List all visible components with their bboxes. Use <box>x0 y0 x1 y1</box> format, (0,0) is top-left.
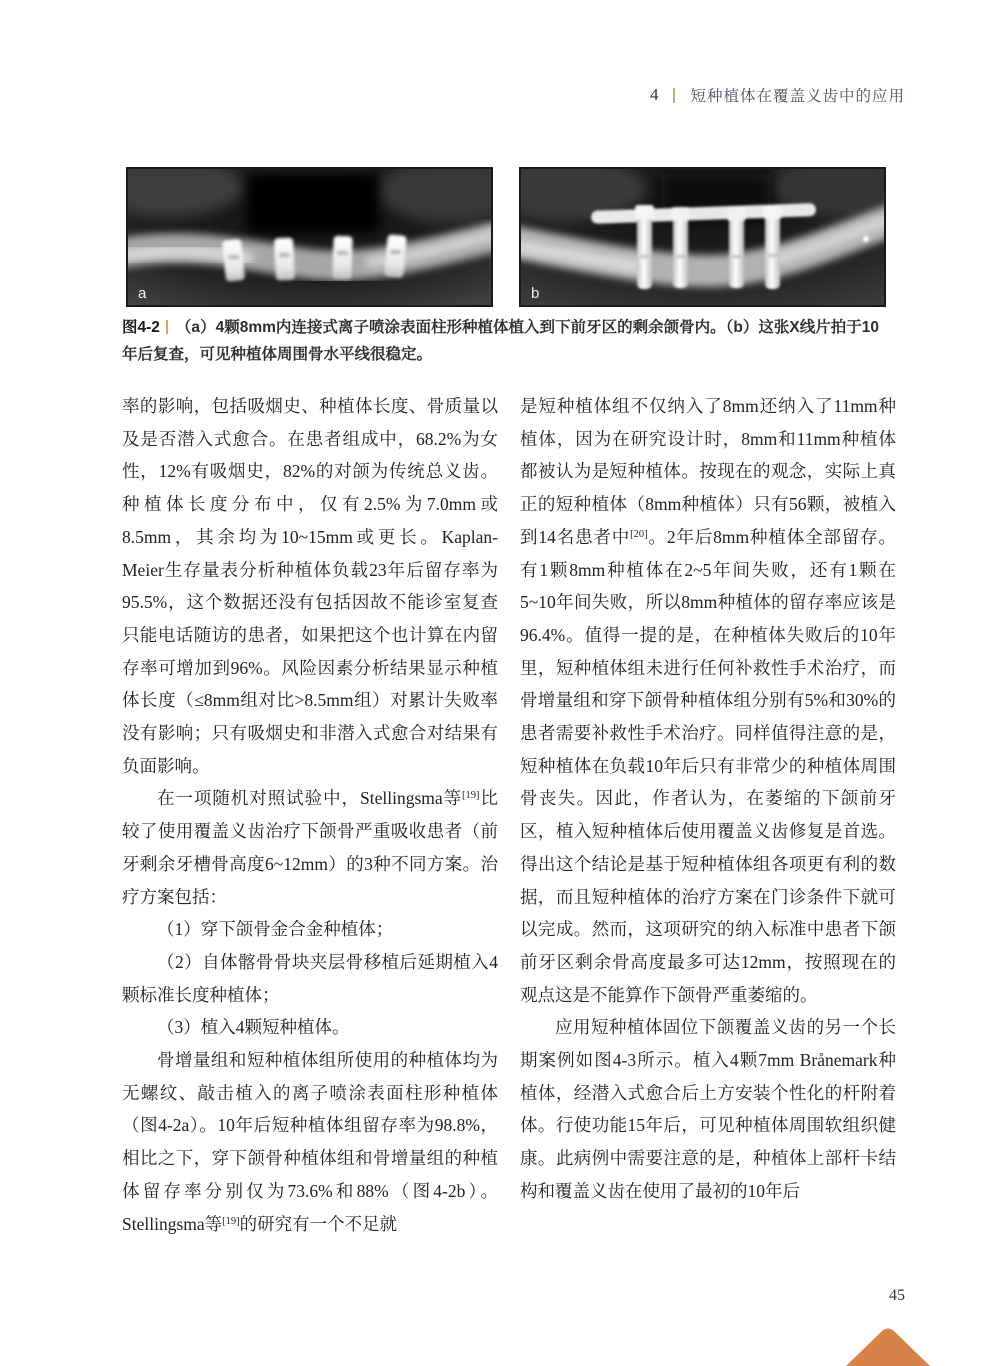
figure-label-a: a <box>138 285 147 302</box>
caption-divider <box>166 320 168 334</box>
reference-20: [20] <box>630 528 648 540</box>
xray-image-a <box>126 167 493 307</box>
text-column-left <box>122 390 498 1240</box>
xray-a-graphic <box>128 169 491 305</box>
page-number: 45 <box>889 1287 905 1304</box>
list-item: （2）自体髂骨骨块夹层骨移植后延期植入4颗标准长度种植体； <box>122 951 498 1005</box>
paragraph: 是短种植体组不仅纳入了8mm还纳入了11mm种植体，因为在研究设计时，8mm和11mm种植体都被认为是短种植体。按现在的观念，实际上真正的短种植体（8mm种植体）只有56颗，被植入到14名患者中[20]。2年后8mm种植体全部留存。有1颗8mm种植体在2~5年间失败，还有1颗在5~10年间失败，所以8mm种植体的留存率应该是96.4%。值得一提的是，在种植体失败后的10年里，短种植体组未进行任何补救性手术治疗，而骨增量组和穿下颌骨种植体组分别有5%和30%的患者需要补救性手术治疗。同样值得注意的是，短种植体在负载10年后只有非常少的种植体周围骨丧失。因此，作者认为，在萎缩的下颌前牙区，植入短种植体后使用覆盖义齿修复是首选。得出这个结论是基于短种植体组各项更有利的数据，而且短种植体的治疗方案在门诊条件下就可以完成。然而，这项研究的纳入标准中患者下颌前牙区剩余骨高度最多可达12mm，按照现在的观点这是不能算作下颌骨严重萎缩的。 <box>520 396 896 1005</box>
list-item: （1）穿下颌骨金合金种植体； <box>157 919 394 940</box>
chapter-number: 4 <box>649 85 659 104</box>
chapter-title: 短种植体在覆盖义齿中的应用 <box>690 88 905 105</box>
paragraph: 应用短种植体固位下颌覆盖义齿的另一个长期案例如图4-3所示。植入4颗7mm Brånemark种植体，经潜入式愈合后上方安装个性化的杆附着体。行使功能15年后，可见种植体周围软组织健康。此病例中需要注意的是，种植体上部杆卡结构和覆盖义齿在使用了最初的10年后 <box>520 1017 896 1201</box>
xray-image-b <box>519 167 886 307</box>
paragraph: 骨增量组和短种植体组所使用的种植体均为无螺纹、敲击植入的离子喷涂表面柱形种植体（图4-2a）。10年后短种植体组留存率为98.8%，相比之下，穿下颌骨种植体组和骨增量组的种植体留存率分别仅为73.6%和88%（图4-2b）。Stellingsma等[19]的研究有一个不足就 <box>122 1050 498 1234</box>
figure-caption-text: （a）4颗8mm内连接式离子喷涂表面柱形种植体植入到下前牙区的剩余颌骨内。（b）这张X线片拍于10年后复查，可见种植体周围骨水平线很稳定。 <box>122 319 879 363</box>
corner-triangle-decoration <box>846 1326 930 1366</box>
running-header <box>650 84 905 106</box>
text-column-right <box>520 390 896 1208</box>
figure-caption-label: 图4-2 <box>122 319 160 336</box>
figure-label-b: b <box>531 285 540 302</box>
list-item: （3）植入4颗短种植体。 <box>157 1017 350 1038</box>
paragraph: 率的影响，包括吸烟史、种植体长度、骨质量以及是否潜入式愈合。在患者组成中，68.2%为女性，12%有吸烟史，82%的对颌为传统总义齿。种植体长度分布中，仅有2.5%为7.0mm或8.5mm，其余均为10~15mm或更长。Kaplan-Meier生存量表分析种植体负载23年后留存率为95.5%，这个数据还没有包括因故不能诊室复查只能电话随访的患者，如果把这个也计算在内留存率可增加到96%。风险因素分析结果显示种植体长度（≤8mm组对比>8.5mm组）对累计失败率没有影响；只有吸烟史和非潜入式愈合对结果有负面影响。 <box>122 396 498 776</box>
reference-19: [19] <box>462 790 480 802</box>
paragraph: 在一项随机对照试验中，Stellingsma等[19]比较了使用覆盖义齿治疗下颌骨严重吸收患者（前牙剩余牙槽骨高度6~12mm）的3种不同方案。治疗方案包括： <box>122 788 499 907</box>
figure-4-2 <box>126 167 887 307</box>
reference-19: [19] <box>222 1215 240 1227</box>
xray-b-graphic <box>521 169 884 305</box>
figure-caption <box>122 314 879 368</box>
header-divider <box>673 88 675 103</box>
